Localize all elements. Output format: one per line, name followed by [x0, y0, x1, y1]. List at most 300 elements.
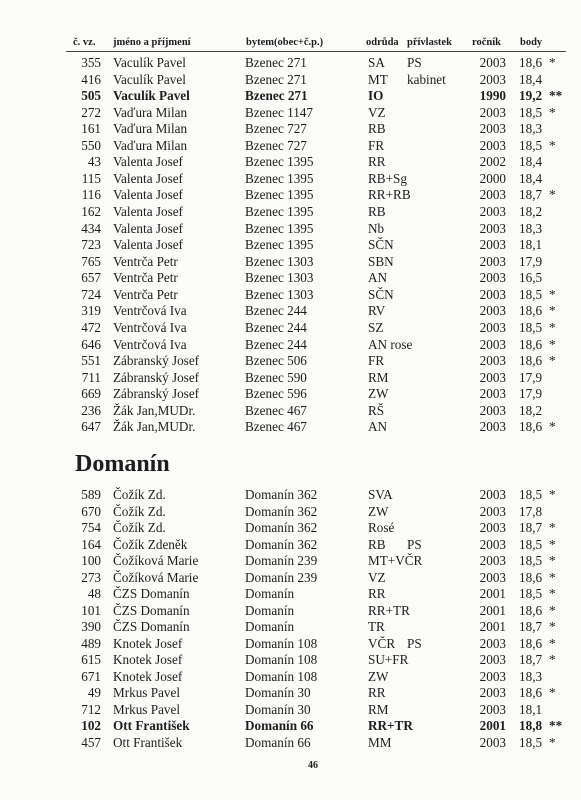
header-rule [66, 51, 566, 52]
table-row [0, 735, 581, 751]
score-points: 18,3 [519, 220, 543, 236]
entrant-name: Mrkus Pavel [113, 701, 181, 717]
entrant-name: Čožíková Marie [113, 553, 199, 569]
entrant-name: Valenta Josef [113, 154, 183, 170]
entrant-name: Vaculík Pavel [113, 71, 186, 87]
wine-variety: RR [368, 685, 386, 701]
entrant-name: ČZS Domanín [113, 586, 190, 602]
score-points: 18,1 [519, 237, 543, 253]
sample-number: 550 [81, 137, 101, 153]
vintage-year: 2001 [479, 602, 506, 618]
vintage-year: 2003 [479, 220, 506, 236]
table-row [0, 337, 581, 353]
vintage-year: 2003 [479, 204, 506, 220]
score-points: 18,5 [519, 536, 543, 552]
vintage-year: 2003 [479, 402, 506, 418]
score-points: 18,5 [519, 319, 543, 335]
entrant-address: Bzenec 467 [245, 402, 307, 418]
score-points: 18,6 [519, 685, 543, 701]
sample-number: 754 [81, 520, 101, 536]
sample-number: 416 [81, 71, 101, 87]
entrant-name: Ventrča Petr [113, 253, 178, 269]
sample-number: 101 [81, 602, 101, 618]
wine-variety: IO [368, 88, 384, 104]
wine-attribute: kabinet [407, 71, 446, 87]
wine-variety: RB [368, 121, 386, 137]
vintage-year: 2003 [479, 137, 506, 153]
sample-number: 43 [87, 154, 101, 170]
entrant-name: Ventrča Petr [113, 286, 178, 302]
wine-variety: AN [368, 270, 388, 286]
table-row [0, 553, 581, 569]
score-points: 18,4 [519, 154, 543, 170]
sample-number: 724 [81, 286, 101, 302]
entrant-name: Vaculík Pavel [113, 88, 190, 104]
award-mark: * [549, 303, 556, 319]
score-points: 16,5 [519, 270, 543, 286]
vintage-year: 2003 [479, 520, 506, 536]
score-points: 18,2 [519, 402, 543, 418]
table-row [0, 603, 581, 619]
vintage-year: 2003 [479, 121, 506, 137]
sample-number: 551 [81, 353, 101, 369]
table-row [0, 121, 581, 137]
entrant-address: Domanín [245, 586, 295, 602]
entrant-address: Bzenec 467 [245, 419, 307, 435]
entrant-name: Čožík Zd. [113, 487, 166, 502]
table-row [0, 386, 581, 402]
entrant-address: Domanín 30 [245, 701, 311, 717]
vintage-year: 2000 [479, 170, 506, 186]
entrant-name: Zábranský Josef [113, 386, 200, 402]
table-row [0, 138, 581, 154]
entrant-name: Ott František [113, 718, 190, 734]
wine-variety: RR+RB [368, 187, 411, 203]
entrant-address: Bzenec 1303 [245, 270, 314, 286]
score-points: 18,4 [519, 71, 543, 87]
wine-variety: AN [368, 419, 388, 435]
entrant-address: Bzenec 244 [245, 336, 307, 352]
award-mark: * [549, 353, 556, 369]
entrant-address: Domanín 30 [245, 685, 311, 701]
score-points: 19,2 [519, 88, 543, 104]
score-points: 18,2 [519, 204, 543, 220]
sample-number: 669 [81, 386, 101, 402]
score-points: 18,6 [519, 353, 543, 369]
header-name: jméno a příjmení [113, 37, 191, 48]
entrant-address: Bzenec 1395 [245, 154, 314, 170]
wine-variety: RM [368, 701, 389, 717]
award-mark: * [549, 685, 556, 701]
score-points: 18,6 [519, 635, 543, 651]
award-mark: * [549, 419, 556, 435]
vintage-year: 2003 [479, 237, 506, 253]
score-points: 18,6 [519, 419, 543, 435]
vintage-year: 2003 [479, 104, 506, 120]
award-mark: * [549, 319, 556, 335]
wine-variety: RR [368, 586, 386, 602]
sample-number: 589 [81, 487, 101, 502]
sample-number: 116 [81, 187, 101, 203]
entrant-address: Domanín 66 [245, 734, 311, 750]
sample-number: 162 [81, 204, 101, 220]
sample-number: 100 [81, 553, 101, 569]
entrant-address: Bzenec 271 [245, 88, 308, 104]
score-points: 18,7 [519, 187, 543, 203]
award-mark: * [549, 286, 556, 302]
vintage-year: 2003 [479, 503, 506, 519]
entrant-name: Valenta Josef [113, 237, 183, 253]
entrant-address: Domanín 108 [245, 635, 318, 651]
wine-variety: ZW [368, 503, 389, 519]
score-points: 18,5 [519, 137, 543, 153]
vintage-year: 2003 [479, 369, 506, 385]
entrant-address: Domanín 239 [245, 553, 318, 569]
sample-number: 49 [87, 685, 101, 701]
section-title: Domanín [75, 451, 170, 477]
score-points: 18,6 [519, 602, 543, 618]
award-mark: * [549, 104, 556, 120]
wine-variety: RV [368, 303, 386, 319]
entrant-name: Ventrčová Iva [113, 319, 187, 335]
table-row [0, 403, 581, 419]
sample-number: 164 [81, 536, 101, 552]
vintage-year: 2003 [479, 253, 506, 269]
entrant-address: Domanín 108 [245, 668, 318, 684]
entrant-address: Bzenec 727 [245, 137, 307, 153]
entrant-name: Zábranský Josef [113, 353, 200, 369]
entrant-address: Bzenec 271 [245, 71, 307, 87]
vintage-year: 2003 [479, 652, 506, 668]
entrant-address: Bzenec 1395 [245, 187, 314, 203]
header-sample-number: č. vz. [73, 37, 96, 48]
table-row [0, 171, 581, 187]
wine-variety: RB [368, 536, 386, 552]
sample-number: 711 [81, 369, 101, 385]
header-attribute: přívlastek [407, 37, 452, 48]
table-row [0, 419, 581, 435]
header-points: body [520, 37, 543, 48]
score-points: 18,5 [519, 286, 543, 302]
table-row [0, 55, 581, 71]
sample-number: 647 [81, 419, 101, 435]
award-mark: ** [549, 88, 563, 104]
vintage-year: 2003 [479, 187, 506, 203]
entrant-address: Domanín 66 [245, 718, 314, 734]
wine-variety: Nb [368, 220, 385, 236]
entrant-name: Ott František [113, 734, 183, 750]
entrant-address: Domanín 362 [245, 487, 318, 502]
vintage-year: 2003 [479, 569, 506, 585]
score-points: 18,7 [519, 619, 543, 635]
vintage-year: 2003 [479, 71, 506, 87]
table-row [0, 685, 581, 701]
table-row [0, 702, 581, 718]
entrant-address: Domanín 239 [245, 569, 318, 585]
sample-number: 489 [81, 635, 101, 651]
wine-variety: FR [368, 353, 385, 369]
score-points: 18,5 [519, 487, 543, 502]
sample-number: 390 [81, 619, 101, 635]
score-points: 18,6 [519, 303, 543, 319]
score-points: 18,5 [519, 586, 543, 602]
award-mark: * [549, 487, 556, 502]
sample-number: 355 [81, 55, 101, 70]
wine-variety: RB [368, 204, 386, 220]
award-mark: * [549, 569, 556, 585]
wine-variety: MT+VČR [368, 553, 423, 569]
vintage-year: 2003 [479, 685, 506, 701]
wine-variety: VZ [368, 104, 386, 120]
sample-number: 615 [81, 652, 101, 668]
vintage-year: 2003 [479, 319, 506, 335]
sample-number: 505 [81, 88, 101, 104]
award-mark: * [549, 553, 556, 569]
entrant-name: Knotek Josef [113, 635, 183, 651]
vintage-year: 2003 [479, 286, 506, 302]
wine-variety: SA [368, 55, 385, 70]
table-row [0, 287, 581, 303]
header-address: bytem(obec+č.p.) [246, 37, 324, 48]
vintage-year: 2003 [479, 336, 506, 352]
vintage-year: 2003 [479, 701, 506, 717]
wine-variety: VČR [368, 635, 396, 651]
entrant-name: Čožík Zd. [113, 520, 166, 536]
sample-number: 48 [87, 586, 101, 602]
table-row [0, 537, 581, 553]
entrant-address: Bzenec 506 [245, 353, 307, 369]
vintage-year: 2003 [479, 734, 506, 750]
entrant-name: Čožík Zd. [113, 503, 166, 519]
vintage-year: 2003 [479, 668, 506, 684]
award-mark: * [549, 137, 556, 153]
entrant-name: Ventrča Petr [113, 270, 178, 286]
entrant-name: Valenta Josef [113, 220, 183, 236]
entrant-name: ČZS Domanín [113, 602, 190, 618]
score-points: 17,9 [519, 386, 543, 402]
vintage-year: 2003 [479, 487, 506, 502]
entrant-address: Bzenec 244 [245, 303, 307, 319]
score-points: 18,6 [519, 55, 543, 70]
vintage-year: 2003 [479, 536, 506, 552]
wine-attribute: PS [407, 635, 422, 651]
entrant-address: Domanín 362 [245, 503, 318, 519]
award-mark: * [549, 635, 556, 651]
vintage-year: 2003 [479, 55, 506, 70]
table-row [0, 570, 581, 586]
table-row [0, 204, 581, 220]
award-mark: ** [549, 718, 563, 734]
sample-number: 161 [81, 121, 101, 137]
sample-number: 115 [81, 170, 101, 186]
vintage-year: 2001 [479, 718, 506, 734]
table-row [0, 303, 581, 319]
wine-variety: SVA [368, 487, 393, 502]
wine-variety: MM [368, 734, 392, 750]
entrant-address: Bzenec 727 [245, 121, 307, 137]
vintage-year: 2003 [479, 419, 506, 435]
sample-number: 723 [81, 237, 101, 253]
table-row [0, 105, 581, 121]
wine-variety: VZ [368, 569, 386, 585]
entrant-address: Bzenec 1395 [245, 237, 314, 253]
entrant-address: Bzenec 271 [245, 55, 307, 70]
sample-number: 434 [81, 220, 101, 236]
table-row [0, 669, 581, 685]
table-row [0, 636, 581, 652]
sample-number: 765 [81, 253, 101, 269]
entrant-address: Bzenec 1395 [245, 170, 314, 186]
entrant-name: Vaculík Pavel [113, 55, 186, 70]
sample-number: 657 [81, 270, 101, 286]
table-row [0, 221, 581, 237]
wine-variety: RR [368, 154, 386, 170]
entrant-name: Vaďura Milan [113, 104, 188, 120]
entrant-name: ČZS Domanín [113, 619, 190, 635]
sample-number: 457 [81, 734, 101, 750]
entrant-name: Valenta Josef [113, 187, 183, 203]
score-points: 18,7 [519, 520, 543, 536]
entrant-address: Bzenec 1395 [245, 220, 314, 236]
award-mark: * [549, 536, 556, 552]
wine-variety: SZ [368, 319, 384, 335]
entrant-address: Bzenec 1303 [245, 286, 314, 302]
award-mark: * [549, 602, 556, 618]
wine-attribute: PS [407, 536, 422, 552]
wine-variety: RR+TR [368, 602, 410, 618]
entrant-address: Bzenec 1395 [245, 204, 314, 220]
table-row [0, 72, 581, 88]
table-row [0, 88, 581, 104]
table-row [0, 504, 581, 520]
award-mark: * [549, 619, 556, 635]
header-variety: odrůda [366, 37, 399, 48]
vintage-year: 2003 [479, 303, 506, 319]
wine-variety: SČN [368, 237, 394, 253]
score-points: 18,1 [519, 701, 543, 717]
entrant-name: Žák Jan,MUDr. [113, 402, 196, 418]
entrant-address: Domanín [245, 619, 295, 635]
vintage-year: 2001 [479, 586, 506, 602]
entrant-name: Ventrčová Iva [113, 336, 187, 352]
wine-variety: ZW [368, 668, 389, 684]
entrant-name: Vaďura Milan [113, 121, 188, 137]
sample-number: 272 [81, 104, 101, 120]
sample-number: 102 [81, 718, 101, 734]
sample-number: 472 [81, 319, 101, 335]
table-row [0, 370, 581, 386]
wine-variety: SČN [368, 286, 394, 302]
wine-variety: SBN [368, 253, 394, 269]
wine-attribute: PS [407, 55, 422, 70]
table-row [0, 487, 581, 503]
entrant-name: Žák Jan,MUDr. [113, 419, 196, 435]
vintage-year: 2003 [479, 553, 506, 569]
wine-variety: SU+FR [368, 652, 409, 668]
entrant-name: Knotek Josef [113, 652, 183, 668]
award-mark: * [549, 652, 556, 668]
entrant-name: Čožíková Marie [113, 569, 199, 585]
sample-number: 319 [81, 303, 101, 319]
score-points: 18,8 [519, 718, 543, 734]
score-points: 17,9 [519, 253, 543, 269]
table-row [0, 619, 581, 635]
sample-number: 646 [81, 336, 101, 352]
sample-number: 236 [81, 402, 101, 418]
table-row [0, 187, 581, 203]
wine-variety: ZW [368, 386, 389, 402]
table-row [0, 237, 581, 253]
entrant-name: Vaďura Milan [113, 137, 188, 153]
table-row [0, 254, 581, 270]
wine-variety: RŠ [368, 402, 385, 418]
table-row [0, 520, 581, 536]
sample-number: 712 [81, 701, 101, 717]
vintage-year: 2003 [479, 635, 506, 651]
table-row [0, 586, 581, 602]
table-row [0, 718, 581, 734]
entrant-address: Bzenec 596 [245, 386, 307, 402]
sample-number: 273 [81, 569, 101, 585]
entrant-address: Bzenec 244 [245, 319, 307, 335]
wine-variety: RB+Sg [368, 170, 407, 186]
score-points: 18,7 [519, 652, 543, 668]
header-year: ročník [472, 37, 501, 48]
award-mark: * [549, 187, 556, 203]
score-points: 17,9 [519, 369, 543, 385]
wine-variety: RM [368, 369, 389, 385]
entrant-address: Domanín [245, 602, 295, 618]
wine-variety: TR [368, 619, 385, 635]
entrant-address: Bzenec 590 [245, 369, 307, 385]
wine-variety: AN rose [368, 336, 413, 352]
entrant-name: Čožík Zdeněk [113, 536, 188, 552]
entrant-name: Ventrčová Iva [113, 303, 187, 319]
score-points: 18,6 [519, 336, 543, 352]
table-row [0, 353, 581, 369]
score-points: 18,5 [519, 104, 543, 120]
score-points: 18,3 [519, 668, 543, 684]
vintage-year: 2003 [479, 386, 506, 402]
table-row [0, 652, 581, 668]
entrant-name: Mrkus Pavel [113, 685, 181, 701]
score-points: 18,5 [519, 734, 543, 750]
entrant-address: Bzenec 1147 [245, 104, 313, 120]
entrant-address: Domanín 362 [245, 536, 318, 552]
wine-variety: MT [368, 71, 388, 87]
entrant-address: Domanín 108 [245, 652, 318, 668]
vintage-year: 1990 [479, 88, 506, 104]
table-row [0, 270, 581, 286]
sample-number: 670 [81, 503, 101, 519]
wine-variety: Rosé [368, 520, 395, 536]
entrant-address: Domanín 362 [245, 520, 318, 536]
entrant-name: Valenta Josef [113, 170, 183, 186]
entrant-address: Bzenec 1303 [245, 253, 314, 269]
award-mark: * [549, 336, 556, 352]
vintage-year: 2003 [479, 353, 506, 369]
sample-number: 671 [81, 668, 101, 684]
entrant-name: Valenta Josef [113, 204, 183, 220]
score-points: 18,4 [519, 170, 543, 186]
vintage-year: 2001 [479, 619, 506, 635]
page-number: 46 [308, 760, 318, 771]
entrant-name: Zábranský Josef [113, 369, 200, 385]
wine-variety: RR+TR [368, 718, 413, 734]
award-mark: * [549, 520, 556, 536]
vintage-year: 2002 [479, 154, 506, 170]
score-points: 18,3 [519, 121, 543, 137]
